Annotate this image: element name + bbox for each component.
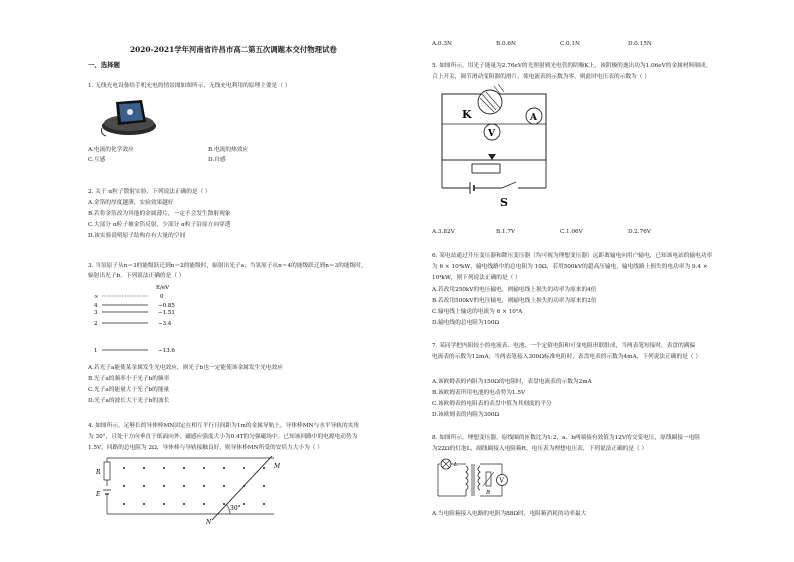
- q1-option-a: A.电流的化学效应: [88, 147, 134, 153]
- svg-text:−1.51: −1.51: [158, 310, 175, 316]
- svg-text:30°: 30°: [230, 505, 241, 512]
- q3-option-b: B.光子a的频率小于光子b的频率: [88, 376, 170, 382]
- q3-option-a: A.若光子a能使某金属发生光电效应，则光子b也一定能使该金属发生光电效应: [88, 365, 283, 371]
- transformer-circuit-figure: [436, 456, 520, 504]
- svg-text:−0.85: −0.85: [158, 303, 175, 309]
- svg-text:S: S: [500, 196, 508, 209]
- q2-stem: 2. 关于 α粒子散射实验，下列说法正确的是（ ）: [88, 189, 211, 195]
- exam-title: 2020-2021学年河南省许昌市高二第五次调题本交付物理试卷: [130, 45, 337, 54]
- level-2: [94, 321, 172, 327]
- q6-option-b: B.若改用500kV的电压输电，则输电线上损失的功率为原来的2倍: [432, 298, 597, 304]
- svg-text:−3.4: −3.4: [158, 321, 172, 327]
- svg-text:M: M: [274, 463, 281, 470]
- q7-stem-line2: 电流表的示数为12mA；当两表笔接入300Ω标准电阻时，表盘电表的示数为4mA，下列说法正确的是（ ）: [432, 354, 702, 360]
- q7-option-d: D.该欧姆表的内阻为300Ω: [432, 412, 500, 418]
- svg-text:3: 3: [94, 310, 98, 316]
- q7-option-c: C.该欧姆表的电阻表的表盘中值为其刻度的平分: [432, 401, 552, 407]
- q5-option-c: C.1.06V: [560, 229, 583, 235]
- q6-option-d: D.输电线的总电阻为100Ω: [432, 320, 500, 326]
- q6-stem-line1: 6. 某电站通过升压变压器和降压变压器（均可视为理想变压器）远距离输电向用户输电，已知该电站的输电功率: [432, 253, 713, 259]
- level-1: [94, 348, 175, 354]
- q2-option-c: C.大部分 α粒子被金箔反射，少部分 α粒子沿原方向穿透: [88, 222, 231, 228]
- svg-text:L: L: [454, 462, 458, 468]
- svg-text:N: N: [206, 519, 212, 526]
- q6-stem-line2: 为 6 × 10⁴kW，输电线路中的总电阻为 10Ω，若用500kV的超高压输电，输电线路上损失的电功率为 9.4 ×: [432, 264, 708, 270]
- q1-option-b: B.电流的热效应: [208, 147, 249, 153]
- svg-text:4: 4: [94, 303, 98, 309]
- q5-stem-line1: 5. 如图所示，用光子能量为2.76eV的光照射到光电管的阴极K上，该阴极的逸出功为1.06eV的金属材料制成。: [432, 63, 712, 69]
- right-column: [432, 0, 772, 562]
- q4-stem-line2: 为 30°，且处于方向垂直于纸面向外、磁感应强度大小为0.4T的匀强磁场中。已知该回路中的电源电动势为: [88, 434, 358, 440]
- svg-text:1: 1: [94, 348, 98, 354]
- q5-option-a: A.3.82V: [432, 229, 455, 235]
- svg-text:R: R: [486, 490, 491, 496]
- q3-stem-line1: 3. 当氢原子从n＝3的能级跃迁到n＝2的能级时，辐射出光子a；当氢原子从n＝4的能级跃迁到n＝3的能级时，: [88, 263, 367, 269]
- level-inf: [94, 294, 164, 300]
- q4-option-a: A.0.3N: [432, 41, 452, 47]
- q5-stem-line2: 合上开关，调节滑动变阻器的滑片，使电流表的示数为零，则此时电压表的示数为（ ）: [432, 74, 650, 80]
- q3-stem-line2: 辐射出光子b，下列说法正确的是（ ）: [88, 273, 185, 279]
- q8-stem-line2: 为22Ω的灯泡L，副线圈接入电阻箱R，电压表为理想电压表，下列说法正确的是（ ）: [432, 446, 648, 452]
- level-4: [94, 303, 175, 309]
- svg-text:K: K: [462, 108, 472, 121]
- q6-stem-line3: 10⁴kW，则下列说法正确的是（ ）: [432, 275, 521, 281]
- q2-option-b: B.若将金箔改为其他的金属薄片，一定不会发生散射现象: [88, 211, 231, 217]
- svg-text:V: V: [499, 477, 504, 485]
- q6-option-a: A.若改用250kV的电压输电，则输电线上损失的功率为原来的4倍: [432, 287, 597, 293]
- q7-stem-line1: 7. 某同学把内阻较小的电流表、电池、一个定值电阻和可变电阻串联组成，当两表笔短接时，表盘的满偏: [432, 343, 696, 349]
- energy-unit-label: E/eV: [156, 285, 170, 291]
- q7-option-a: A.该欧姆表的内阻为150Ω的电阻时，表盘电流表的示数为2mA: [432, 379, 592, 385]
- q2-option-a: A.金箔的厚度越薄，实验效果越好: [88, 200, 174, 206]
- q4-option-d: D.0.15N: [628, 41, 652, 47]
- rail-circuit-figure: [94, 454, 284, 526]
- q8-option-a: A.当电阻箱接入电路的电阻为88Ω时，电阻箱消耗的功率最大: [432, 511, 587, 517]
- q3-option-c: C.光子a的能量大于光子b的能量: [88, 387, 170, 393]
- q3-option-d: D.光子a的波长大于光子b的波长: [88, 398, 170, 404]
- q8-stem-line1: 8. 如图所示，理想变压器，原线圈的匝数比为1:2，a、b两端接有效值为12V的交变电压，原线圈接一电阻: [432, 435, 700, 441]
- q5-option-b: B.1.7V: [496, 229, 516, 235]
- svg-text:−13.6: −13.6: [158, 348, 175, 354]
- q1-option-c: C.互感: [88, 157, 106, 163]
- q4-option-c: C.0.1N: [560, 41, 580, 47]
- svg-text:R: R: [96, 469, 101, 476]
- svg-text:A: A: [530, 113, 537, 123]
- q4-option-b: B.0.6N: [496, 41, 517, 47]
- q2-option-d: D.该实验说明原子结构存有大量的空间: [88, 233, 186, 239]
- svg-text:V: V: [488, 129, 495, 139]
- q5-option-d: D.2.76V: [628, 229, 651, 235]
- q7-option-b: B.该欧姆表所用电池的电动势为1.5V: [432, 390, 526, 396]
- section-heading: 一、选择题: [88, 61, 120, 69]
- energy-level-diagram: [92, 282, 212, 358]
- q4-stem-line3: 1.5V，回路的总电阻为 2Ω，导体棒与导轨接触良好，则导体棒MN所受的安培力大小为（ ）: [88, 445, 323, 451]
- wireless-charger-figure: [98, 98, 160, 138]
- svg-text:2: 2: [94, 321, 98, 327]
- svg-text:0: 0: [160, 294, 164, 300]
- svg-text:E: E: [96, 491, 101, 498]
- photoelectric-circuit-figure: [436, 84, 554, 214]
- svg-text:∞: ∞: [94, 294, 99, 300]
- q1-option-d: D.自感: [208, 157, 226, 163]
- q6-option-c: C.输电线上输送的电流为 6 × 10³A: [432, 309, 523, 315]
- q4-stem-line1: 4. 如图所示，足够长的导体棒MN固定在相互平行且间距为1m的金属导轨上，导体棒MN与水平导轨的夹角: [88, 423, 360, 429]
- left-column: [88, 0, 400, 562]
- level-3: [94, 310, 175, 316]
- q1-stem: 1. 无线充电设备给手机充电的情景图如图所示，无线充电利用的原理主要是（ ）: [88, 83, 291, 89]
